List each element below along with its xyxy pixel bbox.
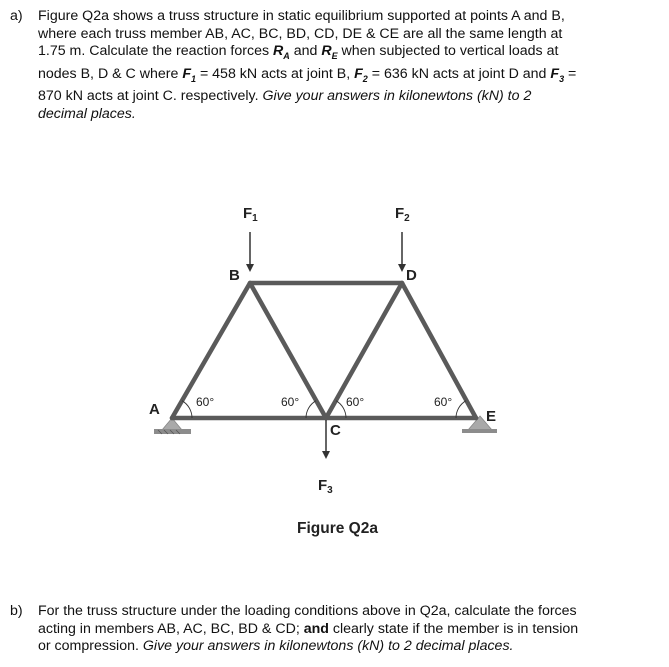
symbol-letter: F [395,205,405,222]
text-span: clearly state if the member is in tension [328,620,579,637]
symbol-subscript: 3 [327,485,333,496]
node-label-b: B [229,267,240,284]
angle-arc-a [182,401,192,418]
question-b-line-1: For the truss structure under the loading conditions above in Q2a, calculate the forces [38,603,577,619]
text-span: and [289,43,322,60]
symbol-subscript: 1 [252,213,258,224]
text-span: or compression. [38,638,143,655]
symbol-letter: F [550,65,560,82]
angle-label-a: 60° [196,395,215,409]
figure-caption: Figure Q2a [297,520,378,537]
italic-instruction: decimal places. [38,105,136,122]
symbol-subscript: 2 [404,213,410,224]
question-a-line-2: where each truss member AB, AC, BC, BD, CD, DE & CE are all the same length at [38,25,563,42]
node-label-c: C [330,422,341,439]
text-span: = 636 kN acts at joint D and [367,65,551,82]
symbol-letter: F [182,65,191,82]
question-b-line-2 [38,621,662,639]
angle-arc-c-left [306,401,316,418]
question-b-text [38,603,662,656]
question-a-line-1: Figure Q2a shows a truss structure in static equilibrium supported at points A and B, [38,8,565,24]
angle-arc-e [456,401,466,418]
question-b-line-3 [38,638,662,656]
text-span: acting in members AB, AC, BC, BD & CD; [38,620,304,637]
text-span: nodes B, D & C where [38,65,183,82]
node-label-a: A [149,401,160,418]
node-label-e: E [486,408,497,425]
symbol-letter: R [273,43,284,60]
angle-label-c-left: 60° [281,395,300,409]
angle-arc-c-right [336,401,346,418]
italic-instruction: Give your answers in kilonewtons (kN) to 2 [262,88,532,105]
symbol-letter: F [354,65,363,82]
symbol-letter: F [318,477,328,494]
pin-support-a [154,418,191,434]
italic-instruction: Give your answers in kilonewtons (kN) to 2 decimal places. [142,638,514,655]
truss-members [172,283,476,418]
symbol-subscript: A [283,51,290,62]
text-span: = 458 kN acts at joint B, [196,65,355,82]
angle-label-e: 60° [434,395,453,409]
text-span: 1.75 m. Calculate the reaction forces [38,43,274,60]
bold-word: and [303,620,329,637]
question-b [10,603,662,656]
symbol-subscript: 1 [190,73,196,84]
symbol-letter: R [321,43,332,60]
text-span: 870 kN acts at joint C. respectively. [38,88,263,105]
load-label-f1 [243,205,258,224]
symbol-subscript: E [331,51,338,62]
symbol-subscript: 2 [362,73,368,84]
question-a-marker: a) [10,8,23,24]
text-span: when subjected to vertical loads at [337,43,559,60]
question-b-marker: b) [10,603,23,619]
symbol-subscript: 3 [559,73,565,84]
load-label-f2 [395,205,410,224]
support-base-e [462,429,497,433]
load-label-f3 [318,477,333,496]
angle-label-c-right: 60° [346,395,365,409]
symbol-letter: F [243,205,253,222]
text-span: = [564,65,577,82]
node-label-d: D [406,267,417,284]
